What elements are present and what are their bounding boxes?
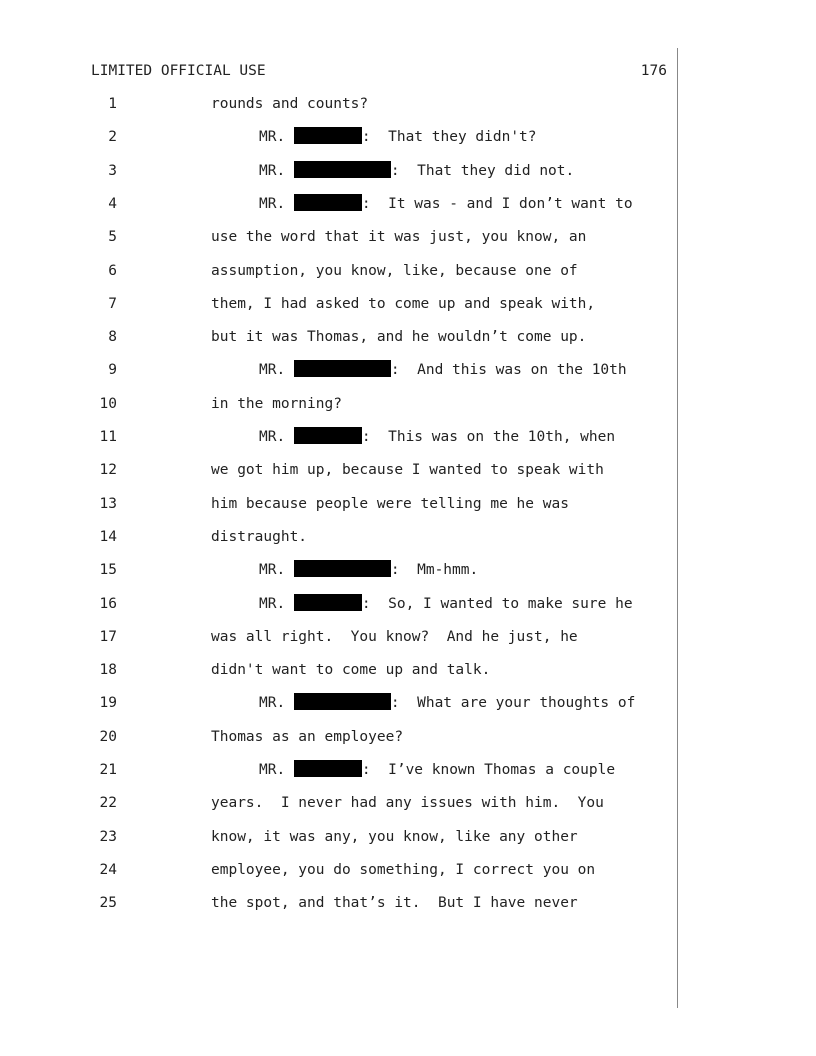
redaction-bar	[294, 693, 391, 710]
line-content: didn't want to come up and talk.	[211, 662, 491, 679]
transcript-line	[0, 94, 677, 114]
line-number: 1	[108, 96, 117, 112]
speaker-label: MR.	[259, 195, 294, 212]
transcript-line	[0, 494, 677, 514]
line-text	[211, 261, 578, 281]
line-number: 12	[99, 462, 117, 479]
transcript-line	[0, 693, 677, 713]
speaker-label: MR.	[259, 695, 294, 712]
line-text	[259, 360, 627, 380]
transcript-line	[0, 227, 677, 247]
line-content: : That they didn't?	[361, 129, 537, 146]
line-content: : So, I wanted to make sure he	[361, 595, 633, 612]
transcript-line	[0, 427, 677, 447]
transcript-line	[0, 627, 677, 647]
line-number: 8	[108, 329, 117, 346]
redaction-bar	[294, 360, 391, 377]
line-text	[211, 460, 604, 480]
line-text	[211, 294, 595, 314]
line-text	[211, 660, 490, 680]
transcript-line	[0, 161, 677, 181]
line-text	[211, 860, 595, 880]
line-number: 14	[99, 528, 117, 545]
redaction-bar	[294, 161, 391, 178]
line-text	[211, 327, 586, 347]
line-content: was all right. You know? And he just, he	[211, 628, 578, 645]
transcript-line	[0, 194, 677, 214]
redaction-bar	[294, 594, 362, 611]
line-number: 20	[99, 728, 117, 745]
transcript-line	[0, 394, 677, 414]
transcript-line	[0, 460, 677, 480]
speaker-label: MR.	[259, 762, 294, 778]
line-number: 23	[99, 828, 117, 845]
line-content: assumption, you know, like, because one of	[211, 262, 578, 279]
transcript-line	[0, 660, 677, 680]
redaction-bar	[294, 760, 362, 777]
line-number: 17	[99, 628, 117, 645]
redaction-bar	[294, 427, 362, 444]
line-content: the spot, and that’s it. But I have never	[211, 895, 578, 912]
line-content: but it was Thomas, and he wouldn’t come up.	[211, 329, 587, 346]
speaker-label: MR.	[259, 595, 294, 612]
line-number: 16	[99, 595, 117, 612]
line-content: him because people were telling me he was	[211, 495, 569, 512]
transcript-line	[0, 261, 677, 281]
line-content: use the word that it was just, you know, an	[211, 229, 587, 246]
line-number: 24	[99, 861, 117, 878]
speaker-label: MR.	[259, 129, 294, 146]
line-number: 4	[108, 195, 117, 212]
right-margin-rule	[677, 48, 678, 1008]
transcript-line	[0, 294, 677, 314]
line-text	[259, 560, 478, 580]
speaker-label: MR.	[259, 162, 294, 179]
line-text	[211, 227, 586, 247]
transcript-line	[0, 760, 677, 780]
line-number: 6	[108, 262, 117, 279]
line-number: 22	[99, 795, 117, 812]
line-number: 21	[99, 762, 117, 778]
line-content: employee, you do something, I correct you on	[211, 861, 596, 878]
line-number: 10	[99, 395, 117, 412]
redaction-bar	[294, 560, 391, 577]
transcript-line	[0, 594, 677, 614]
line-text	[259, 693, 635, 713]
line-text	[211, 94, 368, 114]
line-content: : It was - and I don’t want to	[361, 195, 633, 212]
redaction-bar	[294, 194, 362, 211]
line-text	[211, 727, 403, 747]
redaction-bar	[294, 127, 362, 144]
line-text	[211, 627, 578, 647]
line-text	[259, 194, 633, 214]
transcript-line	[0, 360, 677, 380]
transcript-line	[0, 827, 677, 847]
line-number: 15	[99, 562, 117, 579]
speaker-label: MR.	[259, 362, 294, 379]
transcript-line	[0, 560, 677, 580]
speaker-label: MR.	[259, 429, 294, 445]
line-content: : That they did not.	[390, 162, 575, 179]
line-content: rounds and counts?	[211, 96, 369, 112]
line-content: years. I never had any issues with him. You	[211, 795, 604, 812]
speaker-label: MR.	[259, 562, 294, 579]
line-number: 2	[108, 129, 117, 146]
line-number: 5	[108, 229, 117, 246]
line-content: them, I had asked to come up and speak with,	[211, 295, 596, 312]
page-number: 176	[640, 63, 667, 79]
line-content: in the morning?	[211, 395, 342, 412]
line-number: 3	[108, 162, 117, 179]
line-number: 11	[99, 429, 117, 445]
line-content: know, it was any, you know, like any other	[211, 828, 578, 845]
line-text	[259, 427, 615, 447]
transcript-line	[0, 893, 677, 913]
transcript-line	[0, 527, 677, 547]
line-text	[211, 793, 604, 813]
line-content: : I’ve known Thomas a couple	[361, 762, 616, 778]
transcript-line	[0, 793, 677, 813]
line-content: distraught.	[211, 528, 308, 545]
line-text	[211, 394, 342, 414]
line-number: 25	[99, 895, 117, 912]
line-number: 7	[108, 295, 117, 312]
classification-header: LIMITED OFFICIAL USE	[91, 63, 266, 79]
line-text	[211, 494, 569, 514]
line-content: we got him up, because I wanted to speak with	[211, 462, 604, 479]
transcript-line	[0, 327, 677, 347]
line-text	[259, 161, 574, 181]
line-content: Thomas as an employee?	[211, 728, 404, 745]
transcript-line	[0, 860, 677, 880]
line-number: 18	[99, 662, 117, 679]
line-text	[259, 594, 633, 614]
line-text	[259, 760, 615, 780]
transcript-line	[0, 127, 677, 147]
line-text	[259, 127, 537, 147]
line-text	[211, 827, 578, 847]
line-content: : This was on the 10th, when	[361, 429, 616, 445]
line-content: : And this was on the 10th	[390, 362, 627, 379]
line-text	[211, 893, 578, 913]
line-number: 9	[108, 362, 117, 379]
line-content: : What are your thoughts of	[390, 695, 636, 712]
line-number: 13	[99, 495, 117, 512]
line-text	[211, 527, 307, 547]
transcript-line	[0, 727, 677, 747]
line-number: 19	[99, 695, 117, 712]
line-content: : Mm-hmm.	[390, 562, 479, 579]
